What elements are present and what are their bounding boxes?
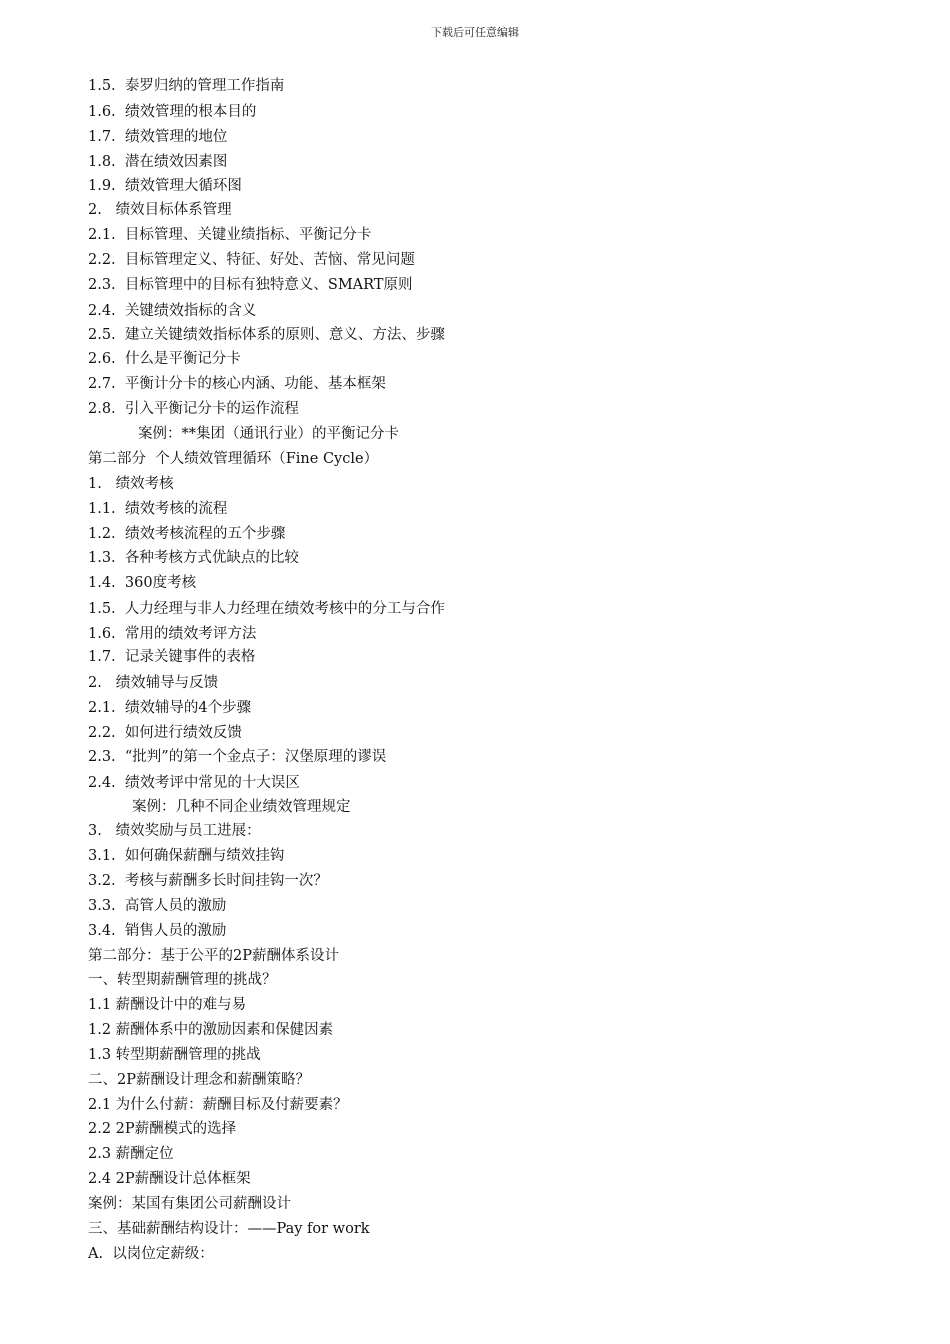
line-text: 三、基础薪酬结构设计：——Pay for work	[88, 1220, 370, 1237]
emphasized-term: 绩效	[284, 598, 315, 617]
emphasized-term: 绩效	[124, 499, 155, 518]
outline-line	[88, 198, 888, 223]
outline-line	[88, 124, 888, 149]
emphasized-term: 绩效	[262, 797, 293, 816]
emphasized-term: 绩效	[182, 722, 213, 741]
line-text: 辅导与反馈	[145, 675, 219, 692]
line-text: 1.8. 潜在	[88, 153, 154, 170]
line-text: 2.	[88, 675, 116, 692]
line-text: 考评中常见的十大误区	[154, 774, 300, 791]
outline-line	[88, 894, 888, 919]
line-text: 2.4 2P薪酬设计总体框架	[88, 1171, 251, 1188]
outline-line	[88, 645, 888, 670]
line-text: 1.3 转型期薪酬管理的挑战	[88, 1046, 261, 1063]
line-text: 2.6. 什么是平衡记分卡	[88, 351, 241, 368]
outline-line	[88, 1242, 888, 1267]
line-text: 2.1. 目标管理、关键业绩指标、平衡记分卡	[88, 227, 372, 244]
line-text: 辅导的4个步骤	[154, 700, 252, 717]
line-text: 2.4. 关键	[88, 302, 154, 319]
outline-line	[88, 546, 888, 571]
outline-line	[88, 1117, 888, 1142]
emphasized-term: 绩效	[124, 176, 155, 195]
outline-line	[88, 273, 888, 298]
line-text: 1.6. 常用的	[88, 625, 169, 642]
emphasized-term: 绩效	[153, 151, 184, 170]
outline-line	[88, 869, 888, 894]
line-text: 因素图	[183, 153, 228, 170]
line-text: 二、2P薪酬设计理念和薪酬策略？	[88, 1071, 310, 1088]
outline-line	[88, 919, 888, 944]
line-text: 1.5. 人力经理与非人力经理在	[88, 600, 285, 617]
line-text: 管理的根本目的	[154, 103, 257, 120]
outline-line	[88, 74, 888, 99]
outline-line	[88, 1093, 888, 1118]
outline-line	[88, 248, 888, 273]
outline-line	[88, 173, 888, 198]
line-text: 2.3. 目标管理中的目标有独特意义、SMART原则	[88, 276, 413, 293]
emphasized-term: 绩效	[153, 300, 184, 319]
outline-line	[88, 372, 888, 397]
line-text: 1.2 薪酬体系中的激励因素和保健因素	[88, 1022, 334, 1039]
outline-line	[88, 670, 888, 695]
line-text: 2.4.	[88, 774, 125, 791]
line-text: 案例：几种不同企业	[132, 799, 263, 816]
outline-line	[88, 621, 888, 646]
emphasized-term: 绩效	[124, 101, 155, 120]
line-text: 1.2.	[88, 526, 125, 543]
outline-line	[88, 819, 888, 844]
line-text: 第二部分：基于公平的2P薪酬体系设计	[88, 947, 339, 964]
outline-line	[88, 770, 888, 795]
outline-line	[88, 223, 888, 248]
outline-line	[88, 794, 888, 819]
line-text: 1.9.	[88, 178, 125, 195]
outline-line	[88, 968, 888, 993]
page-header: 下载后可任意编辑	[431, 26, 519, 39]
outline-line	[88, 1167, 888, 1192]
emphasized-term: 绩效	[124, 698, 155, 717]
outline-line	[88, 99, 888, 124]
line-text: 2.8. 引入平衡记分卡的运作流程	[88, 400, 299, 417]
outline-line	[88, 720, 888, 745]
outline-line	[88, 993, 888, 1018]
outline-line	[88, 149, 888, 174]
outline-line	[88, 1018, 888, 1043]
outline-line	[88, 472, 888, 497]
line-text: 2.2 2P薪酬模式的选择	[88, 1121, 237, 1138]
line-text: 2.2. 如何进行	[88, 724, 183, 741]
line-text: 3.2. 考核与薪酬多长时间挂钩一次？	[88, 873, 328, 889]
line-text: 2. 绩效目标体系管理	[88, 202, 232, 219]
outline-line	[88, 1142, 888, 1167]
outline-line	[88, 496, 888, 521]
line-text: 1. 绩效考核	[88, 475, 174, 492]
line-text: 2.1 为什么付薪：薪酬目标及付薪要素？	[88, 1096, 348, 1113]
line-text: 1.7.	[88, 128, 125, 145]
line-text: 第二部分 个人绩效管理循环（Fine Cycle）	[88, 450, 379, 467]
line-text: 2.3. “批判”的第一个金点子：汉堡原理的谬误	[88, 748, 387, 765]
line-text: 1.3. 各种考核方式优缺点的比较	[88, 550, 299, 567]
outline-line	[88, 1192, 888, 1217]
line-text: 2.1.	[88, 700, 125, 717]
outline-line	[88, 1068, 888, 1093]
line-text: 3.1. 如何确保薪酬与绩效挂钩	[88, 848, 285, 865]
outline-line	[88, 571, 888, 596]
outline-line	[88, 596, 888, 621]
line-text: A. 以岗位定薪级：	[88, 1245, 214, 1262]
line-text: 2.2. 目标管理定义、特征、好处、苦恼、常见问题	[88, 251, 415, 268]
outline-line	[88, 1217, 888, 1242]
line-text: 1.1 薪酬设计中的难与易	[88, 997, 247, 1014]
line-text: 反馈	[212, 724, 242, 741]
line-text: 3.4. 销售人员的激励	[88, 922, 227, 939]
line-text: 2.3 薪酬定位	[88, 1146, 174, 1163]
outline-line	[88, 521, 888, 546]
outline-line	[88, 322, 888, 347]
line-text: 2.5. 建立关键	[88, 327, 183, 344]
line-text: 考核中的分工与合作	[314, 600, 445, 617]
line-text: 1.4. 360度考核	[88, 574, 197, 591]
outline-line	[88, 422, 888, 447]
line-text: 3.3. 高管人员的激励	[88, 897, 227, 914]
outline-line	[88, 447, 888, 472]
line-text: 3. 绩效奖励与员工进展：	[88, 823, 261, 840]
line-text: 1.1.	[88, 501, 125, 518]
outline-line	[88, 1043, 888, 1068]
outline-line	[88, 347, 888, 372]
outline-line	[88, 298, 888, 323]
outline-line	[88, 944, 888, 969]
line-text: 一、转型期薪酬管理的挑战？	[88, 972, 277, 989]
line-text: 指标体系的原则、意义、方法、步骤	[212, 327, 445, 344]
emphasized-term: 绩效	[115, 673, 146, 692]
outline-line	[88, 745, 888, 770]
line-text: 考评方法	[198, 625, 257, 642]
line-text: 管理的地位	[154, 128, 228, 145]
emphasized-term: 绩效	[124, 772, 155, 791]
line-text: 管理规定	[292, 799, 351, 816]
emphasized-term: 绩效	[124, 126, 155, 145]
line-text: 考核的流程	[154, 501, 228, 518]
outline-line	[88, 844, 888, 869]
line-text: 1.5. 泰罗归纳的管理工作指南	[88, 78, 285, 94]
outline-line	[88, 695, 888, 720]
emphasized-term: 绩效	[124, 524, 155, 543]
line-text: 1.6.	[88, 103, 125, 120]
emphasized-term: 绩效	[168, 623, 199, 642]
line-text: 2.7. 平衡计分卡的核心内涵、功能、基本框架	[88, 376, 386, 393]
document-body	[88, 74, 888, 1267]
line-text: 案例：某国有集团公司薪酬设计	[88, 1195, 291, 1212]
emphasized-term: 绩效	[182, 325, 213, 344]
line-text: 指标的含义	[183, 302, 257, 319]
line-text: 考核流程的五个步骤	[154, 526, 286, 543]
outline-line	[88, 397, 888, 422]
line-text: 案例：**集团（通讯行业）的平衡记分卡	[138, 425, 399, 442]
line-text: 1.7. 记录关键事件的表格	[88, 649, 256, 666]
line-text: 管理大循环图	[154, 178, 242, 195]
